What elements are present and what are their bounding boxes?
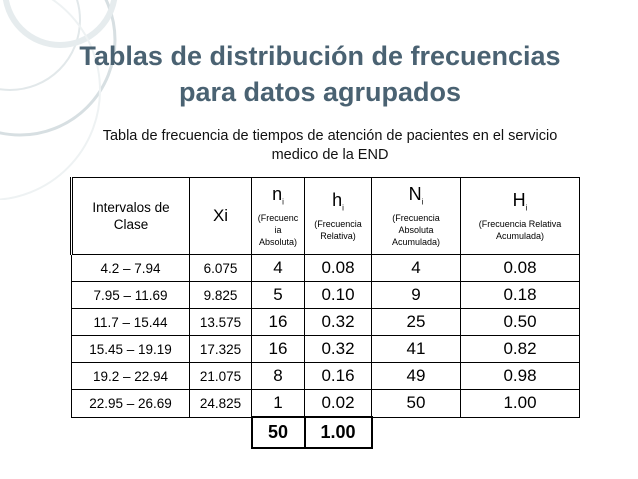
cell-Ni: 4 xyxy=(372,255,461,282)
hi-desc-1: (Frecuencia xyxy=(314,219,362,230)
header-ni xyxy=(252,178,305,255)
cell-Hi: 1.00 xyxy=(461,390,580,418)
Ni-desc-1: (Frecuencia xyxy=(392,213,440,224)
hi-desc-2: Relativa) xyxy=(320,231,356,242)
cell-interval: 4.2 – 7.94 xyxy=(72,255,190,282)
cell-interval: 15.45 – 19.19 xyxy=(72,336,190,363)
header-intervals-line-2: Clase xyxy=(113,217,149,232)
slide-title xyxy=(40,38,600,110)
Hi-desc-1: (Frecuencia Relativa xyxy=(478,219,562,230)
title-line-1: Tablas de distribución de frecuencias xyxy=(79,41,561,71)
cell-Ni: 41 xyxy=(372,336,461,363)
cell-ni: 1 xyxy=(252,390,305,418)
cell-ni: 16 xyxy=(252,309,305,336)
cell-ni: 4 xyxy=(252,255,305,282)
cell-xi: 13.575 xyxy=(190,309,252,336)
cell-Hi: 0.82 xyxy=(461,336,580,363)
Hi-subscript: i xyxy=(525,203,528,213)
empty-cell xyxy=(372,417,461,448)
cell-hi: 0.32 xyxy=(305,309,372,336)
cell-ni: 8 xyxy=(252,363,305,390)
cell-Ni: 49 xyxy=(372,363,461,390)
cell-hi: 0.02 xyxy=(305,390,372,418)
cell-Hi: 0.98 xyxy=(461,363,580,390)
cell-interval: 19.2 – 22.94 xyxy=(72,363,190,390)
Hi-symbol: H xyxy=(512,189,526,210)
ni-subscript: i xyxy=(282,197,284,207)
cell-Hi: 0.18 xyxy=(461,282,580,309)
header-hi xyxy=(305,178,372,255)
cell-xi: 24.825 xyxy=(190,390,252,418)
header-Ni xyxy=(372,178,461,255)
cell-ni: 16 xyxy=(252,336,305,363)
Ni-subscript: i xyxy=(421,197,424,207)
cell-interval: 7.95 – 11.69 xyxy=(72,282,190,309)
cell-Hi: 0.50 xyxy=(461,309,580,336)
cell-interval: 22.95 – 26.69 xyxy=(72,390,190,418)
header-xi-label: Xi xyxy=(212,206,229,225)
cell-Ni: 50 xyxy=(372,390,461,418)
cell-xi: 17.325 xyxy=(190,336,252,363)
Hi-desc-2: Acumulada) xyxy=(495,231,545,242)
Ni-desc-2: Absoluta xyxy=(398,225,434,236)
table-row xyxy=(72,363,580,390)
ni-symbol: n xyxy=(272,183,283,204)
cell-Ni: 9 xyxy=(372,282,461,309)
cell-xi: 9.825 xyxy=(190,282,252,309)
cell-ni: 5 xyxy=(252,282,305,309)
title-line-2: para datos agrupados xyxy=(178,77,462,107)
hi-subscript: i xyxy=(342,203,344,213)
cell-xi: 6.075 xyxy=(190,255,252,282)
totals-row xyxy=(72,417,580,448)
frequency-table xyxy=(70,177,580,449)
cell-interval: 11.7 – 15.44 xyxy=(72,309,190,336)
table-row xyxy=(72,390,580,418)
cell-Ni: 25 xyxy=(372,309,461,336)
table-row xyxy=(72,282,580,309)
Ni-desc-3: Acumulada) xyxy=(391,237,441,248)
ni-desc-2: ia xyxy=(274,225,282,236)
cell-hi: 0.10 xyxy=(305,282,372,309)
total-ni: 50 xyxy=(252,417,305,448)
empty-cell xyxy=(190,417,252,448)
header-intervals xyxy=(72,178,190,255)
cell-hi: 0.08 xyxy=(305,255,372,282)
caption-line-1: Tabla de frecuencia de tiempos de atención de pacientes en el servicio xyxy=(102,128,558,144)
empty-cell xyxy=(461,417,580,448)
table-row xyxy=(72,336,580,363)
caption-line-2: medico de la END xyxy=(271,147,389,163)
cell-hi: 0.32 xyxy=(305,336,372,363)
hi-symbol: h xyxy=(332,189,343,210)
ni-desc-1: (Frecuenc xyxy=(257,213,299,224)
header-row xyxy=(72,178,580,255)
header-intervals-line-1: Intervalos de xyxy=(92,200,170,215)
header-Hi xyxy=(461,178,580,255)
header-xi xyxy=(190,178,252,255)
empty-cell xyxy=(72,417,190,448)
cell-xi: 21.075 xyxy=(190,363,252,390)
table-row xyxy=(72,255,580,282)
table-caption xyxy=(60,127,600,165)
total-hi: 1.00 xyxy=(305,417,372,448)
ni-desc-3: Absoluta) xyxy=(258,237,298,248)
cell-Hi: 0.08 xyxy=(461,255,580,282)
table-row xyxy=(72,309,580,336)
cell-hi: 0.16 xyxy=(305,363,372,390)
Ni-symbol: N xyxy=(408,183,422,204)
